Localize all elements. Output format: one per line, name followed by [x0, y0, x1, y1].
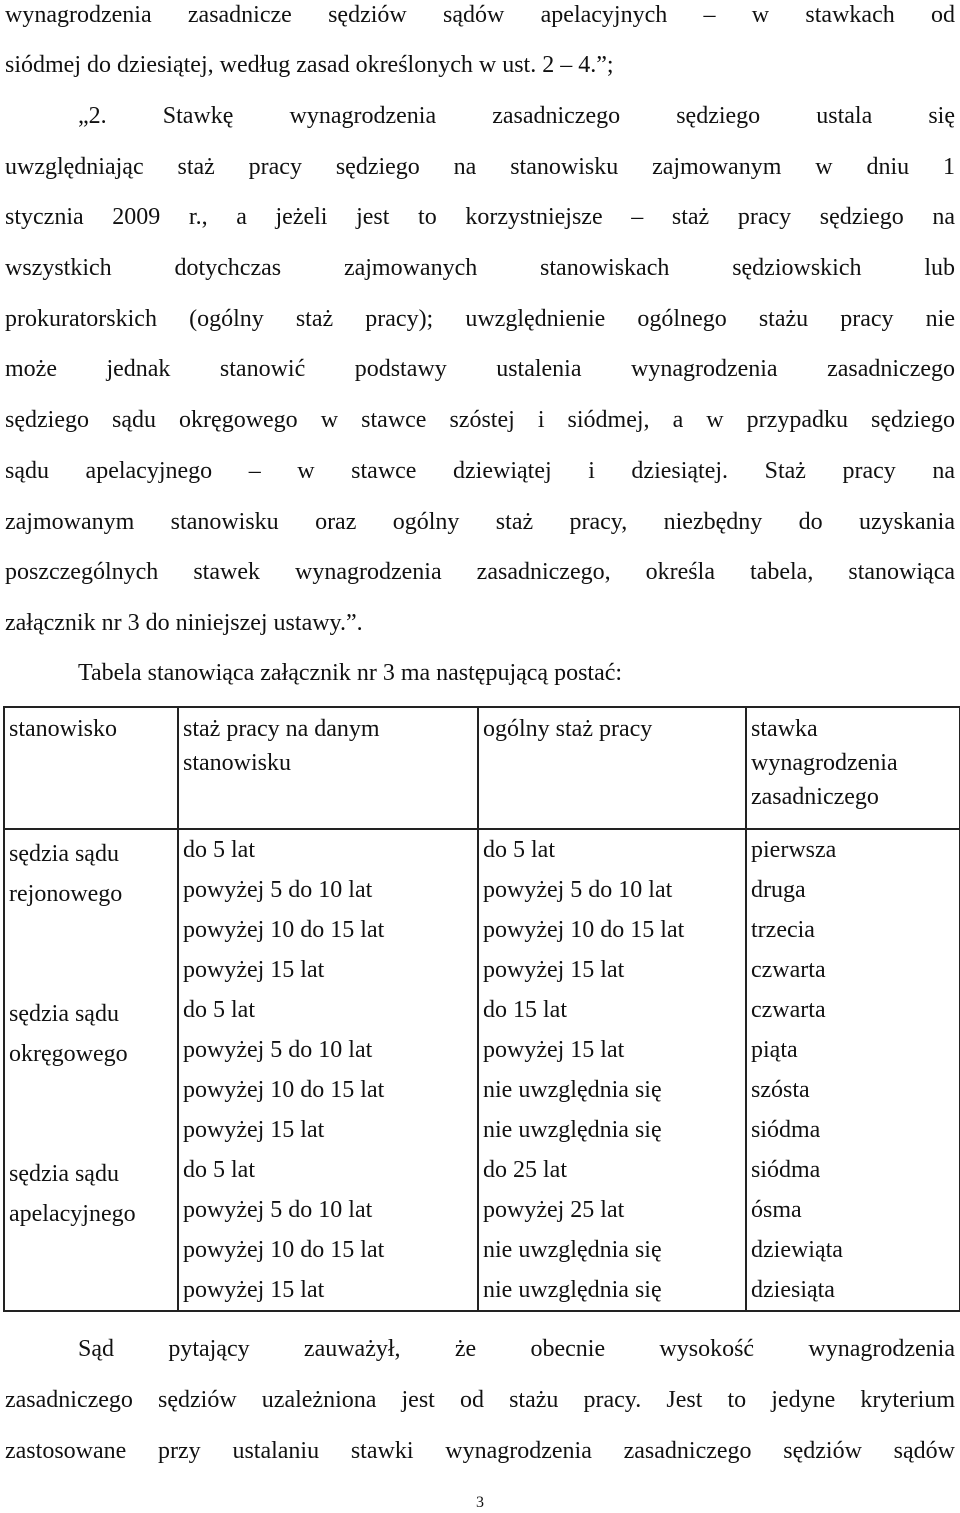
- general-tenure-cell: powyżej 25 lat: [478, 1190, 746, 1230]
- paragraph-line: zasadniczego sędziów uzależniona jest od stażu pracy. Jest to jedyne kryterium: [5, 1387, 955, 1413]
- paragraph-line: sądu apelacyjnego – w stawce dziewiątej i dziesiątej. Staż pracy na: [5, 458, 955, 484]
- page-number: 3: [476, 1494, 484, 1511]
- table-row: [4, 829, 960, 870]
- position-cell: sędzia sądu apelacyjnego: [4, 1150, 178, 1311]
- paragraph-line: prokuratorskich (ogólny staż pracy); uwzględnienie ogólnego stażu pracy nie: [5, 306, 955, 332]
- rate-cell: szósta: [746, 1070, 960, 1110]
- general-tenure-cell: nie uwzględnia się: [478, 1070, 746, 1110]
- tenure-cell: powyżej 5 do 10 lat: [178, 1030, 478, 1070]
- paragraph-line: „2. Stawkę wynagrodzenia zasadniczego sędziego ustala się: [78, 103, 955, 129]
- paragraph-line: wszystkich dotychczas zajmowanych stanowiskach sędziowskich lub: [5, 255, 955, 281]
- rate-cell: dziesiąta: [746, 1270, 960, 1311]
- tenure-cell: powyżej 15 lat: [178, 1270, 478, 1311]
- paragraph-line: sędziego sądu okręgowego w stawce szóstej i siódmej, a w przypadku sędziego: [5, 407, 955, 433]
- paragraph-line: może jednak stanowić podstawy ustalenia wynagrodzenia zasadniczego: [5, 356, 955, 382]
- header-tenure: staż pracy na danym stanowisku: [178, 707, 478, 829]
- tenure-cell: powyżej 10 do 15 lat: [178, 1230, 478, 1270]
- rate-cell: druga: [746, 870, 960, 910]
- paragraph-line: zastosowane przy ustalaniu stawki wynagrodzenia zasadniczego sędziów sądów: [5, 1438, 955, 1464]
- paragraph-line: wynagrodzenia zasadnicze sędziów sądów apelacyjnych – w stawkach od: [5, 2, 955, 28]
- general-tenure-cell: nie uwzględnia się: [478, 1230, 746, 1270]
- rate-cell: pierwsza: [746, 829, 960, 870]
- tenure-cell: do 5 lat: [178, 829, 478, 870]
- paragraph-line: poszczególnych stawek wynagrodzenia zasadniczego, określa tabela, stanowiąca: [5, 559, 955, 585]
- paragraph-line: załącznik nr 3 do niniejszej ustawy.”.: [5, 610, 363, 636]
- salary-rates-table: [3, 706, 960, 1312]
- position-cell: sędzia sądu okręgowego: [4, 990, 178, 1150]
- general-tenure-cell: nie uwzględnia się: [478, 1270, 746, 1311]
- rate-cell: dziewiąta: [746, 1230, 960, 1270]
- general-tenure-cell: nie uwzględnia się: [478, 1110, 746, 1150]
- tenure-cell: powyżej 5 do 10 lat: [178, 1190, 478, 1230]
- paragraph-line: zajmowanym stanowisku oraz ogólny staż pracy, niezbędny do uzyskania: [5, 509, 955, 535]
- general-tenure-cell: powyżej 15 lat: [478, 1030, 746, 1070]
- rate-cell: czwarta: [746, 990, 960, 1030]
- paragraph-line: uwzględniając staż pracy sędziego na stanowisku zajmowanym w dniu 1: [5, 154, 955, 180]
- paragraph-line: stycznia 2009 r., a jeżeli jest to korzystniejsze – staż pracy sędziego na: [5, 204, 955, 230]
- table-row: [4, 990, 960, 1030]
- header-rate: stawka wynagrodzenia zasadniczego: [746, 707, 960, 829]
- paragraph-line: siódmej do dziesiątej, według zasad określonych w ust. 2 – 4.”;: [5, 52, 614, 78]
- header-position: stanowisko: [4, 707, 178, 829]
- general-tenure-cell: powyżej 5 do 10 lat: [478, 870, 746, 910]
- tenure-cell: powyżej 15 lat: [178, 1110, 478, 1150]
- tenure-cell: powyżej 10 do 15 lat: [178, 910, 478, 950]
- position-cell: sędzia sądu rejonowego: [4, 829, 178, 990]
- general-tenure-cell: do 5 lat: [478, 829, 746, 870]
- general-tenure-cell: powyżej 15 lat: [478, 950, 746, 990]
- tenure-cell: do 5 lat: [178, 1150, 478, 1190]
- rate-cell: piąta: [746, 1030, 960, 1070]
- rate-cell: ósma: [746, 1190, 960, 1230]
- rate-cell: siódma: [746, 1150, 960, 1190]
- header-general-tenure: ogólny staż pracy: [478, 707, 746, 829]
- general-tenure-cell: do 25 lat: [478, 1150, 746, 1190]
- paragraph-line: Sąd pytający zauważył, że obecnie wysokość wynagrodzenia: [78, 1336, 955, 1362]
- tenure-cell: powyżej 10 do 15 lat: [178, 1070, 478, 1110]
- general-tenure-cell: powyżej 10 do 15 lat: [478, 910, 746, 950]
- tenure-cell: powyżej 5 do 10 lat: [178, 870, 478, 910]
- tenure-cell: powyżej 15 lat: [178, 950, 478, 990]
- table-row: [4, 1150, 960, 1190]
- general-tenure-cell: do 15 lat: [478, 990, 746, 1030]
- tenure-cell: do 5 lat: [178, 990, 478, 1030]
- rate-cell: siódma: [746, 1110, 960, 1150]
- rate-cell: trzecia: [746, 910, 960, 950]
- table-header-row: [4, 707, 960, 829]
- table-caption: Tabela stanowiąca załącznik nr 3 ma następującą postać:: [78, 660, 623, 686]
- rate-cell: czwarta: [746, 950, 960, 990]
